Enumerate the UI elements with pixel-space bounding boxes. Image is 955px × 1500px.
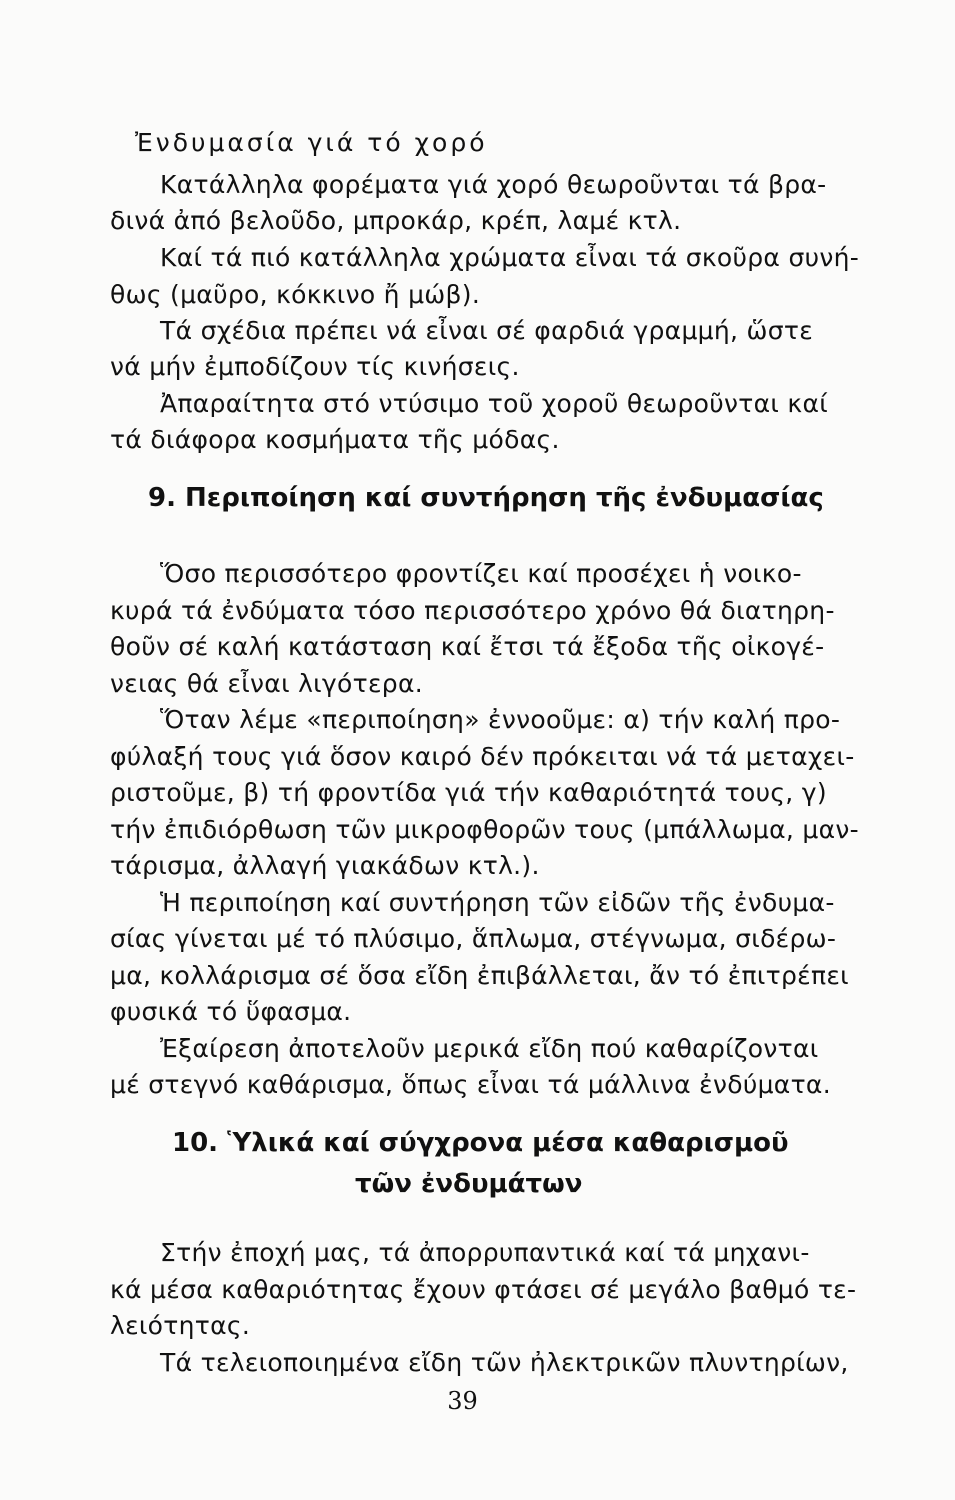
heading-section-10-continued: τῶν ἐνδυμάτων [355, 1169, 583, 1199]
text-line: Στήν ἐποχή μας, τά ἀπορρυπαντικά καί τά μηχανι- [160, 1238, 810, 1267]
text-line: Ἀπαραίτητα στό ντύσιμο τοῦ χοροῦ θεωροῦνται καί [160, 389, 829, 418]
text-line: τάρισμα, ἀλλαγή γιακάδων κτλ.). [110, 851, 540, 880]
text-line: λειότητας. [110, 1311, 251, 1340]
heading-section-10: 10. Ὑλικά καί σύγχρονα μέσα καθαρισμοῦ [172, 1128, 789, 1158]
text-line: Ὅσο περισσότερο φροντίζει καί προσέχει ἡ νοικο- [160, 559, 802, 588]
text-line: μέ στεγνό καθάρισμα, ὅπως εἶναι τά μάλλινα ἐνδύματα. [110, 1070, 831, 1099]
text-line: θοῦν σέ καλή κατάσταση καί ἔτσι τά ἔξοδα τῆς οἰκογέ- [110, 632, 825, 661]
heading-section-9: 9. Περιποίηση καί συντήρηση τῆς ἐνδυμασίας [148, 483, 824, 513]
text-line: κά μέσα καθαριότητας ἔχουν φτάσει σέ μεγάλο βαθμό τε- [110, 1275, 857, 1304]
text-line: μα, κολλάρισμα σέ ὅσα εἴδη ἐπιβάλλεται, ἄν τό ἐπιτρέπει [110, 961, 849, 990]
text-line: Ἡ περιποίηση καί συντήρηση τῶν εἰδῶν τῆς ἐνδυμα- [160, 888, 835, 917]
page-number: 39 [447, 1387, 478, 1415]
text-line: σίας γίνεται μέ τό πλύσιμο, ἅπλωμα, στέγνωμα, σιδέρω- [110, 924, 837, 953]
text-line: Κατάλληλα φορέματα γιά χορό θεωροῦνται τά βρα- [160, 170, 827, 199]
section-title: Ἐνδυμασία γιά τό χορό [135, 128, 488, 157]
text-line: Τά σχέδια πρέπει νά εἶναι σέ φαρδιά γραμμή, ὥστε [160, 316, 814, 345]
text-line: φύλαξή τους γιά ὅσον καιρό δέν πρόκειται νά τά μεταχει- [110, 742, 855, 771]
text-line: δινά ἀπό βελοῦδο, μπροκάρ, κρέπ, λαμέ κτλ. [110, 206, 682, 235]
text-line: Ὅταν λέμε «περιποίηση» ἐννοοῦμε: α) τήν καλή προ- [160, 705, 841, 734]
text-line: Ἐξαίρεση ἀποτελοῦν μερικά εἴδη πού καθαρίζονται [160, 1034, 819, 1063]
text-line: Καί τά πιό κατάλληλα χρώματα εἶναι τά σκοῦρα συνή- [160, 243, 860, 272]
text-line: κυρά τά ἐνδύματα τόσο περισσότερο χρόνο θά διατηρη- [110, 596, 835, 625]
text-line: νά μήν ἐμποδίζουν τίς κινήσεις. [110, 352, 520, 381]
text-line: ριστοῦμε, β) τή φροντίδα γιά τήν καθαριότητά τους, γ) [110, 778, 827, 807]
text-line: φυσικά τό ὕφασμα. [110, 997, 352, 1026]
text-line: θως (μαῦρο, κόκκινο ἤ μώβ). [110, 280, 481, 309]
text-line: τά διάφορα κοσμήματα τῆς μόδας. [110, 425, 560, 454]
text-line: Τά τελειοποιημένα εἴδη τῶν ἠλεκτρικῶν πλυντηρίων, [160, 1348, 849, 1377]
text-line: τήν ἐπιδιόρθωση τῶν μικροφθορῶν τους (μπάλλωμα, μαν- [110, 815, 859, 844]
text-line: νειας θά εἶναι λιγότερα. [110, 669, 423, 698]
